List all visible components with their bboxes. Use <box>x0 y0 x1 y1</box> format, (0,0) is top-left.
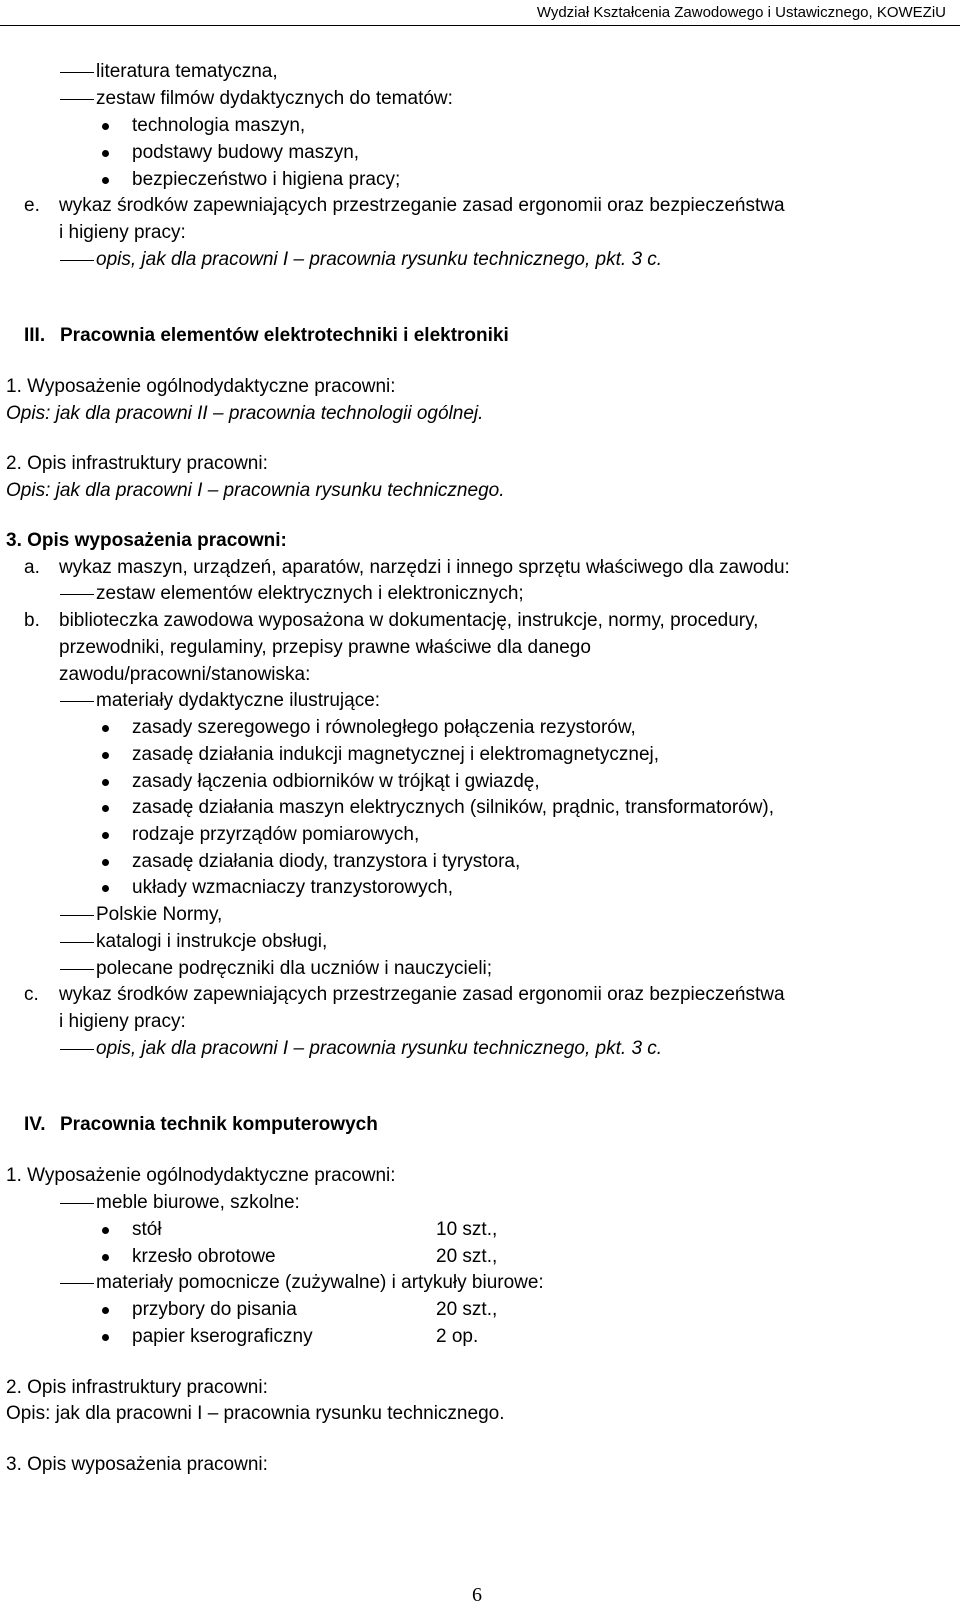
section-title: Pracownia technik komputerowych <box>60 1114 378 1135</box>
item-letter: c. <box>24 984 39 1005</box>
paragraph-text: Opis: jak dla pracowni I – pracownia rysunku technicznego. <box>6 480 505 501</box>
bullet-marker <box>102 123 109 130</box>
bullet-marker <box>102 1307 109 1314</box>
bullet-marker <box>102 1227 109 1234</box>
bullet-marker <box>102 885 109 892</box>
list-item <box>0 822 960 848</box>
item-text: rodzaje przyrządów pomiarowych, <box>132 824 420 845</box>
item-text: wykaz środków zapewniających przestrzeganie zasad ergonomii oraz bezpieczeństwa <box>59 195 785 216</box>
list-item <box>0 193 960 219</box>
item-letter: b. <box>24 610 40 631</box>
paragraph-text: Opis: jak dla pracowni II – pracownia technologii ogólnej. <box>6 403 484 424</box>
list-item <box>0 769 960 795</box>
list-item <box>0 374 960 400</box>
item-quantity: 10 szt., <box>436 1219 498 1240</box>
list-item <box>0 1401 960 1427</box>
subsection-heading: 1. Wyposażenie ogólnodydaktyczne pracowni: <box>6 376 396 397</box>
item-text: materiały dydaktyczne ilustrujące: <box>96 690 381 711</box>
bullet-marker <box>102 1334 109 1341</box>
list-item <box>0 478 960 504</box>
item-text: Polskie Normy, <box>96 904 223 925</box>
list-item <box>0 1217 960 1243</box>
item-text: zasady łączenia odbiorników w trójkąt i gwiazdę, <box>132 771 540 792</box>
list-item <box>0 929 960 955</box>
item-text: podstawy budowy maszyn, <box>132 142 360 163</box>
subsection-heading: 3. Opis wyposażenia pracowni: <box>6 530 287 551</box>
header-rule <box>0 25 960 26</box>
bullet-marker <box>102 805 109 812</box>
item-letter: a. <box>24 557 40 578</box>
dash-marker <box>60 99 94 100</box>
list-item <box>0 1375 960 1401</box>
item-text: układy wzmacniaczy tranzystorowych, <box>132 877 453 898</box>
item-quantity: 20 szt., <box>436 1299 498 1320</box>
dash-marker <box>60 701 94 702</box>
list-item <box>0 1297 960 1323</box>
list-item <box>0 902 960 928</box>
item-text: katalogi i instrukcje obsługi, <box>96 931 328 952</box>
bullet-marker <box>102 752 109 759</box>
list-item <box>0 323 960 349</box>
list-item <box>0 581 960 607</box>
list-item <box>0 1452 960 1478</box>
list-item <box>0 849 960 875</box>
list-item <box>0 1244 960 1270</box>
item-text: papier kserograficzny <box>132 1326 313 1347</box>
list-item <box>0 662 960 688</box>
item-text: opis, jak dla pracowni I – pracownia rysunku technicznego, pkt. 3 c. <box>96 1038 663 1059</box>
bullet-marker <box>102 1254 109 1261</box>
bullet-marker <box>102 859 109 866</box>
list-item <box>0 113 960 139</box>
bullet-marker <box>102 832 109 839</box>
list-item <box>0 167 960 193</box>
item-text: zasadę działania maszyn elektrycznych (silników, prądnic, transformatorów), <box>132 797 775 818</box>
item-quantity: 2 op. <box>436 1326 479 1347</box>
item-text: wykaz maszyn, urządzeń, aparatów, narzędzi i innego sprzętu właściwego dla zawodu: <box>59 557 790 578</box>
dash-marker <box>60 1049 94 1050</box>
item-text: wykaz środków zapewniających przestrzeganie zasad ergonomii oraz bezpieczeństwa <box>59 984 785 1005</box>
item-text: zasadę działania diody, tranzystora i tyrystora, <box>132 851 521 872</box>
item-text: krzesło obrotowe <box>132 1246 276 1267</box>
paragraph-text: Opis: jak dla pracowni I – pracownia rysunku technicznego. <box>6 1403 505 1424</box>
list-item <box>0 451 960 477</box>
item-text: opis, jak dla pracowni I – pracownia rysunku technicznego, pkt. 3 c. <box>96 249 663 270</box>
list-item <box>0 956 960 982</box>
dash-marker <box>60 72 94 73</box>
dash-marker <box>60 1283 94 1284</box>
item-text: i higieny pracy: <box>59 222 186 243</box>
subsection-heading: 3. Opis wyposażenia pracowni: <box>6 1454 268 1475</box>
bullet-marker <box>102 150 109 157</box>
dash-marker <box>60 969 94 970</box>
list-item <box>0 1324 960 1350</box>
item-text: biblioteczka zawodowa wyposażona w dokumentację, instrukcje, normy, procedury, <box>59 610 759 631</box>
item-text: zestaw filmów dydaktycznych do tematów: <box>96 88 453 109</box>
list-item <box>0 59 960 85</box>
section-number: IV. <box>24 1114 46 1135</box>
list-item <box>0 1036 960 1062</box>
list-item <box>0 982 960 1008</box>
item-text: zasady szeregowego i równoległego połączenia rezystorów, <box>132 717 636 738</box>
list-item <box>0 555 960 581</box>
list-item <box>0 1270 960 1296</box>
list-item <box>0 635 960 661</box>
list-item <box>0 795 960 821</box>
item-text: zestaw elementów elektrycznych i elektronicznych; <box>96 583 524 604</box>
subsection-heading: 2. Opis infrastruktury pracowni: <box>6 1377 268 1398</box>
item-letter: e. <box>24 195 40 216</box>
list-item <box>0 140 960 166</box>
item-text: przewodniki, regulaminy, przepisy prawne właściwe dla danego <box>59 637 591 658</box>
item-text: materiały pomocnicze (zużywalne) i artykuły biurowe: <box>96 1272 544 1293</box>
bullet-marker <box>102 779 109 786</box>
list-item <box>0 401 960 427</box>
dash-marker <box>60 260 94 261</box>
list-item <box>0 875 960 901</box>
list-item <box>0 247 960 273</box>
item-text: i higieny pracy: <box>59 1011 186 1032</box>
item-text: zawodu/pracowni/stanowiska: <box>59 664 311 685</box>
page-number: 6 <box>472 1584 482 1606</box>
item-text: przybory do pisania <box>132 1299 297 1320</box>
item-quantity: 20 szt., <box>436 1246 498 1267</box>
list-item <box>0 1112 960 1138</box>
item-text: meble biurowe, szkolne: <box>96 1192 300 1213</box>
subsection-heading: 2. Opis infrastruktury pracowni: <box>6 453 268 474</box>
list-item <box>0 1190 960 1216</box>
item-text: bezpieczeństwo i higiena pracy; <box>132 169 401 190</box>
bullet-marker <box>102 177 109 184</box>
subsection-heading: 1. Wyposażenie ogólnodydaktyczne pracowni: <box>6 1165 396 1186</box>
bullet-marker <box>102 725 109 732</box>
item-text: polecane podręczniki dla uczniów i nauczycieli; <box>96 958 493 979</box>
list-item <box>0 742 960 768</box>
list-item <box>0 1163 960 1189</box>
list-item <box>0 1009 960 1035</box>
running-header: Wydział Kształcenia Zawodowego i Ustawicznego, KOWEZiU <box>536 4 946 21</box>
list-item <box>0 608 960 634</box>
list-item <box>0 86 960 112</box>
section-number: III. <box>24 325 46 346</box>
section-title: Pracownia elementów elektrotechniki i elektroniki <box>60 325 509 346</box>
list-item <box>0 688 960 714</box>
item-text: literatura tematyczna, <box>96 61 278 82</box>
list-item <box>0 715 960 741</box>
item-text: zasadę działania indukcji magnetycznej i elektromagnetycznej, <box>132 744 660 765</box>
list-item <box>0 528 960 554</box>
dash-marker <box>60 1203 94 1204</box>
item-text: technologia maszyn, <box>132 115 306 136</box>
dash-marker <box>60 942 94 943</box>
list-item <box>0 220 960 246</box>
item-text: stół <box>132 1219 162 1240</box>
dash-marker <box>60 915 94 916</box>
dash-marker <box>60 594 94 595</box>
